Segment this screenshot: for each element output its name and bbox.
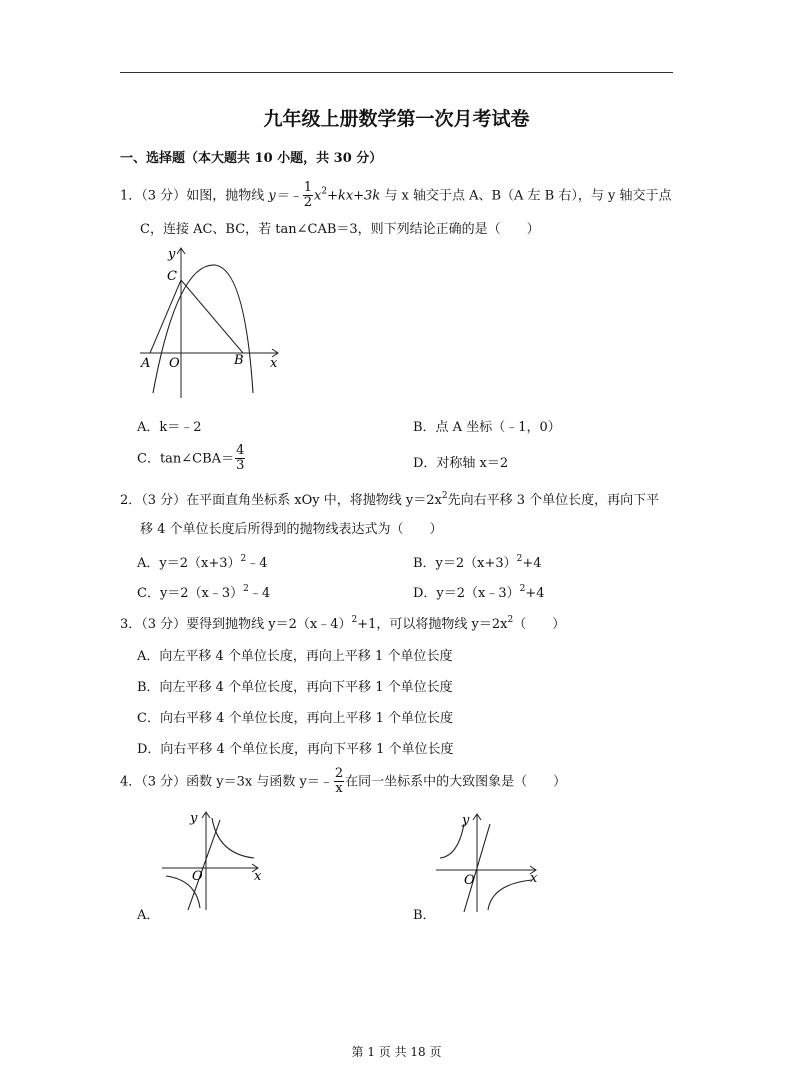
q4-graph-a <box>158 808 268 913</box>
q1-option-b[interactable]: B．点 A 坐标（﹣1，0） <box>413 420 561 435</box>
question-2-line-2: 移 4 个单位长度后所得到的抛物线表达式为（ ） <box>140 522 443 537</box>
q2-option-b[interactable]: B．$y=2(x+3)^2+4$ <box>413 554 542 571</box>
fraction-one-half: $\frac{1}{2}$ <box>303 180 312 211</box>
q3-option-b[interactable]: B．向左平移 4 个单位长度，再向下平移 1 个单位长度 <box>137 680 453 695</box>
q1-option-a[interactable]: A．k＝﹣2 <box>137 420 202 435</box>
graph-a-label-y: y <box>190 811 198 826</box>
q4-graph-b <box>432 810 544 915</box>
q4-option-a[interactable]: A． <box>137 908 160 923</box>
graph-b-label-x: x <box>530 871 538 886</box>
graph-b-label-o: O <box>464 873 475 888</box>
q1-parabola-figure <box>135 243 285 403</box>
q1-option-c[interactable]: C．tan∠CBA＝ $\frac{4}{3}$ <box>137 443 245 474</box>
question-2-line-1: 2．（3 分）在平面直角坐标系 xOy 中，将抛物线 $y=2x^2$先向右平移 3 个单位长度，再向下平 <box>120 491 660 508</box>
fig-label-c: C <box>167 269 177 284</box>
header-rule <box>120 72 673 73</box>
fig-label-a: A <box>141 356 151 371</box>
fig-label-b: B <box>234 353 244 368</box>
fig-label-y: y <box>168 247 176 262</box>
page-footer: 第 1 页 共 18 页 <box>351 1045 442 1059</box>
q2-option-d[interactable]: D．y＝2（x﹣3）$^2$+4 <box>413 584 545 601</box>
section-heading: 一、选择题（本大题共 10 小题，共 30 分） <box>120 151 383 166</box>
q2-option-c[interactable]: C．y＝2（x﹣3）$^2$﹣4 <box>137 584 271 601</box>
q3-option-a[interactable]: A．向左平移 4 个单位长度，再向上平移 1 个单位长度 <box>137 649 453 664</box>
graph-b-label-y: y <box>462 813 470 828</box>
question-4-line: 4．（3 分）函数 y＝3x 与函数 y＝﹣ $\frac{2}{x}$ 在同一坐标系中的大致图象是（ ） <box>120 766 567 797</box>
q3-option-d[interactable]: D．向右平移 4 个单位长度，再向下平移 1 个单位长度 <box>137 742 454 757</box>
q3-option-c[interactable]: C．向右平移 4 个单位长度，再向上平移 1 个单位长度 <box>137 711 454 726</box>
q1-option-d[interactable]: D．对称轴 x＝2 <box>413 456 509 471</box>
question-3-line: 3．（3 分）要得到抛物线 y＝2（x﹣4）$^2$+1，可以将抛物线 $y=2x^2$（ ） <box>120 615 566 632</box>
fig-label-o: O <box>169 356 180 371</box>
q2-option-a[interactable]: A．$y=2(x+3)^2﹣4$ <box>137 554 268 571</box>
page-title: 九年级上册数学第一次月考试卷 <box>263 108 530 130</box>
q4-option-b[interactable]: B． <box>413 908 436 923</box>
graph-a-label-o: O <box>192 869 203 884</box>
question-1-line-2: C，连接 AC、BC，若 tan∠CAB＝3，则下列结论正确的是（ ） <box>140 222 540 237</box>
question-1-line-1: 1．（3 分）如图，抛物线 y＝﹣ $\frac{1}{2}$ $x^2+kx+3k$ 与 x 轴交于点 A、B（A 左 B 右），与 y 轴交于点 <box>120 180 672 211</box>
fig-label-x: x <box>270 356 278 371</box>
graph-a-label-x: x <box>254 869 262 884</box>
